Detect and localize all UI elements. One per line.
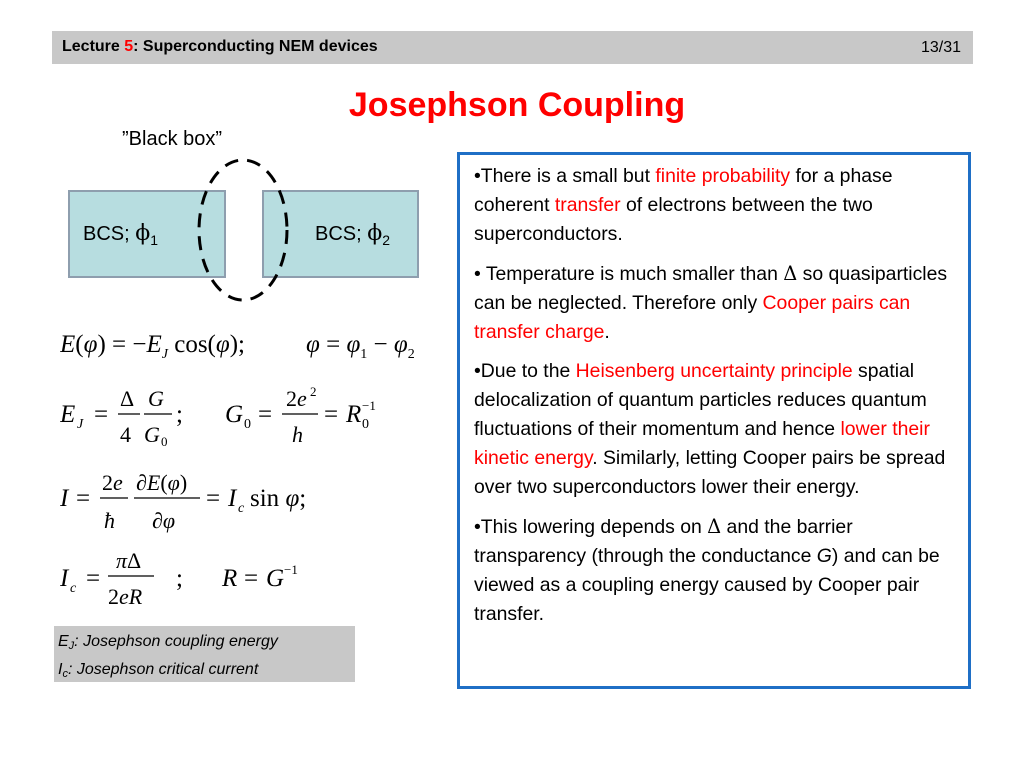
- page-number: 13/31: [920, 39, 961, 56]
- svg-text:G: G: [148, 386, 164, 411]
- svg-text:=: =: [94, 401, 109, 428]
- svg-text:G: G: [225, 401, 244, 428]
- black-box-label: ”Black box”: [122, 128, 223, 150]
- bullet-text: .: [604, 321, 610, 343]
- ic-text: : Josephson critical current: [67, 661, 259, 678]
- svg-text:2e: 2e: [286, 386, 307, 411]
- ej-subscript: J: [68, 640, 75, 652]
- bullet-text: •There is a small but: [474, 165, 656, 187]
- bullet-text: • Temperature is much smaller than: [474, 263, 784, 285]
- phi-symbol: ϕ: [367, 221, 383, 246]
- slide-header: [52, 31, 973, 64]
- equation-energy-phase-svg: [60, 322, 440, 366]
- svg-text:sin φ;: sin φ;: [250, 485, 307, 512]
- svg-text:∂φ: ∂φ: [152, 508, 176, 533]
- bullet-text: so quasiparticles can be neglected. Therefore only: [474, 263, 948, 314]
- delta-symbol: Δ: [783, 262, 798, 285]
- slide-title: Josephson Coupling: [348, 86, 686, 124]
- svg-text:c: c: [70, 581, 77, 596]
- bullet-finite-probability: [474, 162, 956, 249]
- svg-text:h: h: [292, 422, 303, 447]
- highlight-text: Heisenberg uncertainty principle: [575, 360, 853, 382]
- conductance-symbol: G: [816, 545, 832, 567]
- header-title-suffix: : Superconducting NEM devices: [133, 38, 378, 55]
- svg-text:R: R: [346, 401, 362, 428]
- svg-text:0: 0: [244, 417, 251, 432]
- bullet-text: . Similarly, letting Cooper pairs be spread over two superconductors lower their energy.: [474, 447, 946, 498]
- svg-text:0: 0: [161, 434, 168, 449]
- ej-text: : Josephson coupling energy: [74, 633, 278, 650]
- definition-ej: [58, 630, 355, 658]
- svg-text:E(φ) = −EJ cos(φ);: $E(\varphi) = -E_J$ cos(φ);: [60, 331, 246, 362]
- equation-josephson-current-svg: [60, 466, 440, 542]
- svg-text:=: =: [206, 485, 221, 512]
- svg-text:−1: −1: [362, 398, 376, 413]
- svg-text:∂E(φ): ∂E(φ): [136, 470, 188, 495]
- bullet-lowering: [474, 512, 956, 629]
- bullet-text: •Due to the: [474, 360, 576, 382]
- delta-symbol: Δ: [707, 515, 722, 538]
- svg-text:I: I: [228, 485, 237, 512]
- svg-text:πΔ: πΔ: [116, 550, 142, 573]
- highlight-text: transfer: [554, 194, 621, 216]
- ic-symbol: I: [58, 661, 63, 678]
- svg-text:2e: 2e: [102, 470, 123, 495]
- equation-coupling-energy: [60, 382, 440, 449]
- bullet-text: ) and can be viewed as a coupling energy caused by Cooper pair transfer.: [474, 545, 940, 625]
- svg-text:I: I: [60, 565, 69, 592]
- svg-text:=: =: [258, 401, 273, 428]
- svg-text:=: =: [86, 565, 101, 592]
- definition-ic: [58, 658, 355, 686]
- bullet-temperature: [474, 259, 956, 347]
- header-title: [62, 38, 378, 56]
- svg-text:I: I: [60, 485, 69, 512]
- svg-text:E: E: [60, 401, 76, 428]
- svg-text:=: =: [324, 401, 339, 428]
- highlight-text: finite probability: [655, 165, 791, 187]
- svg-text:;: ;: [176, 565, 183, 592]
- svg-text:Δ: Δ: [120, 386, 135, 411]
- phi-symbol: ϕ: [135, 221, 151, 246]
- highlight-text: lower their kinetic energy: [474, 418, 930, 469]
- explanation-textbox: [457, 152, 971, 689]
- equation-energy-phase: [60, 322, 440, 382]
- phi-subscript: 1: [150, 232, 159, 248]
- bullet-text: for a phase coherent: [474, 165, 893, 216]
- svg-text:4: 4: [120, 422, 131, 447]
- svg-text:G: G: [144, 422, 160, 447]
- bcs-left-label: [83, 221, 158, 248]
- svg-text:ħ: ħ: [104, 508, 115, 533]
- lecture-number: 5: [124, 38, 134, 55]
- highlight-text: Cooper pairs can transfer charge: [474, 292, 911, 343]
- equation-coupling-energy-svg: [60, 382, 440, 458]
- equation-critical-current-svg: [60, 550, 440, 626]
- bullet-text: •This lowering depends on: [474, 516, 708, 538]
- definitions-box: [54, 626, 355, 682]
- bcs-right-prefix: BCS;: [315, 223, 368, 245]
- equation-josephson-current: [60, 466, 440, 533]
- bcs-right-label: [315, 221, 390, 248]
- svg-text:2: 2: [310, 384, 317, 399]
- svg-text:2eR: 2eR: [108, 584, 143, 609]
- phi-subscript: 2: [382, 232, 391, 248]
- svg-text:=: =: [244, 565, 259, 592]
- svg-text:;: ;: [176, 401, 183, 428]
- svg-text:c: c: [238, 501, 245, 516]
- black-box-ellipse: [194, 155, 294, 305]
- svg-text:R: R: [222, 565, 238, 592]
- bullet-text: of electrons between the two superconductors.: [474, 194, 873, 245]
- bullet-text: spatial delocalization of quantum particles reduces quantum fluctuations of their momentum and hence: [474, 360, 927, 440]
- bullet-text: and the barrier transparency (through the conductance: [474, 516, 853, 567]
- bcs-left-prefix: BCS;: [83, 223, 136, 245]
- ic-subscript: c: [62, 668, 68, 680]
- svg-text:G: G: [266, 565, 285, 592]
- svg-text:=: =: [76, 485, 91, 512]
- header-title-prefix: Lecture: [62, 38, 125, 55]
- equation-critical-current: [60, 550, 440, 610]
- svg-text:φ = φ1 − φ2: $\varphi = \varphi_1 - \varphi_2$: [306, 331, 415, 362]
- svg-text:J: J: [77, 417, 84, 432]
- svg-text:−1: −1: [284, 562, 298, 577]
- svg-text:0: 0: [362, 417, 369, 432]
- ej-symbol: E: [58, 633, 69, 650]
- bullet-heisenberg: [474, 357, 956, 502]
